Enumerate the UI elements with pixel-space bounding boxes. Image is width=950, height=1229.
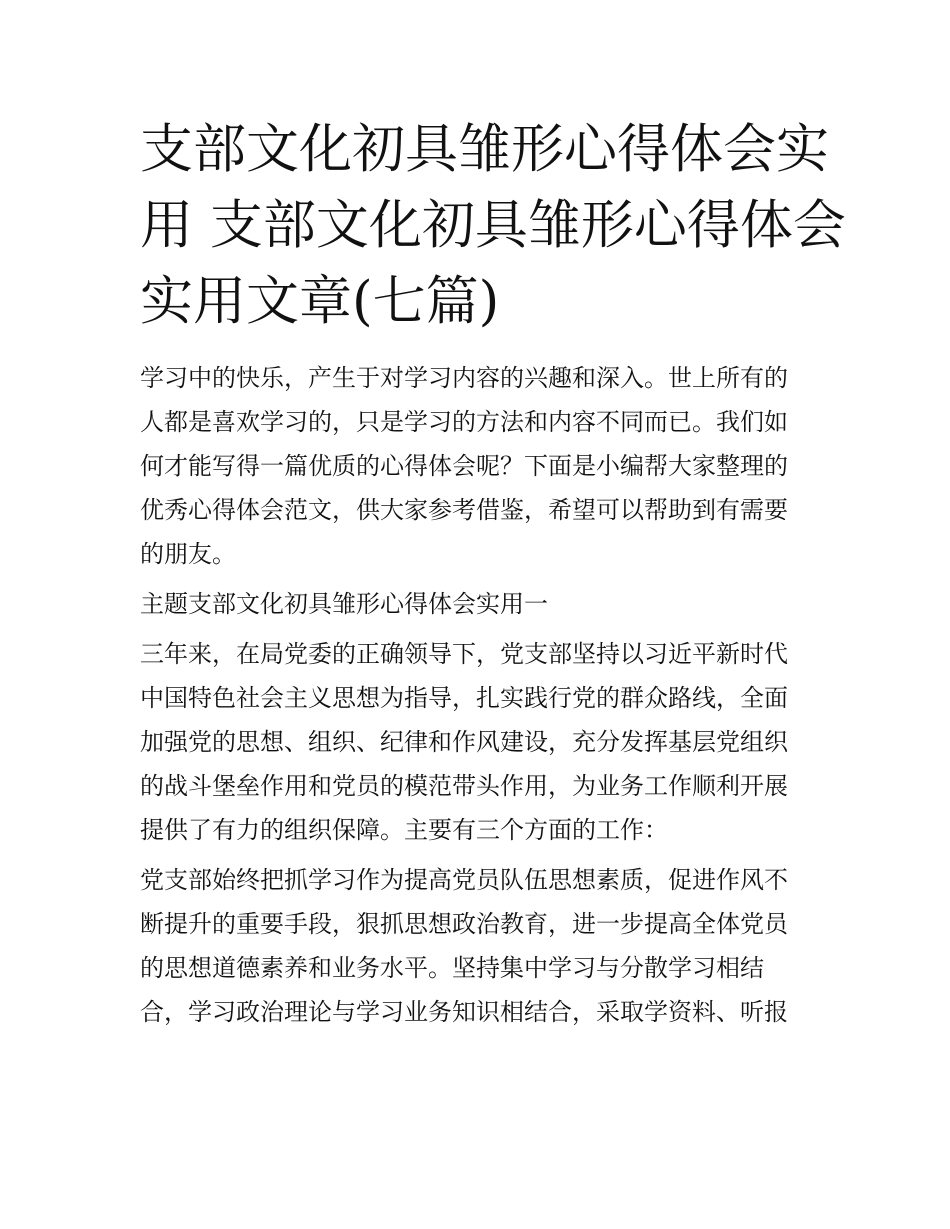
paragraph-intro xyxy=(140,356,830,576)
title-line: 用 支部文化初具雏形心得体会 xyxy=(140,195,846,256)
text-line: 提供了有力的组织保障。主要有三个方面的工作： xyxy=(140,816,668,844)
section-heading xyxy=(140,582,830,626)
text-line: 中国特色社会主义思想为指导，扎实践行党的群众路线，全面 xyxy=(140,684,788,712)
text-line: 学习中的快乐，产生于对学习内容的兴趣和深入。世上所有的 xyxy=(140,364,788,392)
text-line: 三年来，在局党委的正确领导下，党支部坚持以习近平新时代 xyxy=(140,640,788,668)
paragraph-1 xyxy=(140,632,830,852)
document-title xyxy=(140,112,846,340)
text-line: 的思想道德素养和业务水平。坚持集中学习与分散学习相结 xyxy=(140,954,764,982)
text-line: 优秀心得体会范文，供大家参考借鉴，希望可以帮助到有需要 xyxy=(140,496,788,524)
text-line: 加强党的思想、组织、纪律和作风建设，充分发挥基层党组织 xyxy=(140,728,788,756)
title-line: 支部文化初具雏形心得体会实 xyxy=(140,119,829,180)
title-line: 实用文章(七篇) xyxy=(140,271,500,332)
text-line: 断提升的重要手段，狠抓思想政治教育，进一步提高全体党员 xyxy=(140,910,788,938)
text-line: 主题支部文化初具雏形心得体会实用一 xyxy=(140,590,548,618)
text-line: 党支部始终把抓学习作为提高党员队伍思想素质，促进作风不 xyxy=(140,866,788,894)
text-line: 何才能写得一篇优质的心得体会呢？下面是小编帮大家整理的 xyxy=(140,452,788,480)
document-body xyxy=(140,356,830,1034)
text-line: 的朋友。 xyxy=(140,540,236,568)
paragraph-2 xyxy=(140,858,830,1034)
text-line: 的战斗堡垒作用和党员的模范带头作用，为业务工作顺利开展 xyxy=(140,772,788,800)
text-line: 人都是喜欢学习的，只是学习的方法和内容不同而已。我们如 xyxy=(140,408,788,436)
text-line: 合，学习政治理论与学习业务知识相结合，采取学资料、听报 xyxy=(140,998,788,1026)
